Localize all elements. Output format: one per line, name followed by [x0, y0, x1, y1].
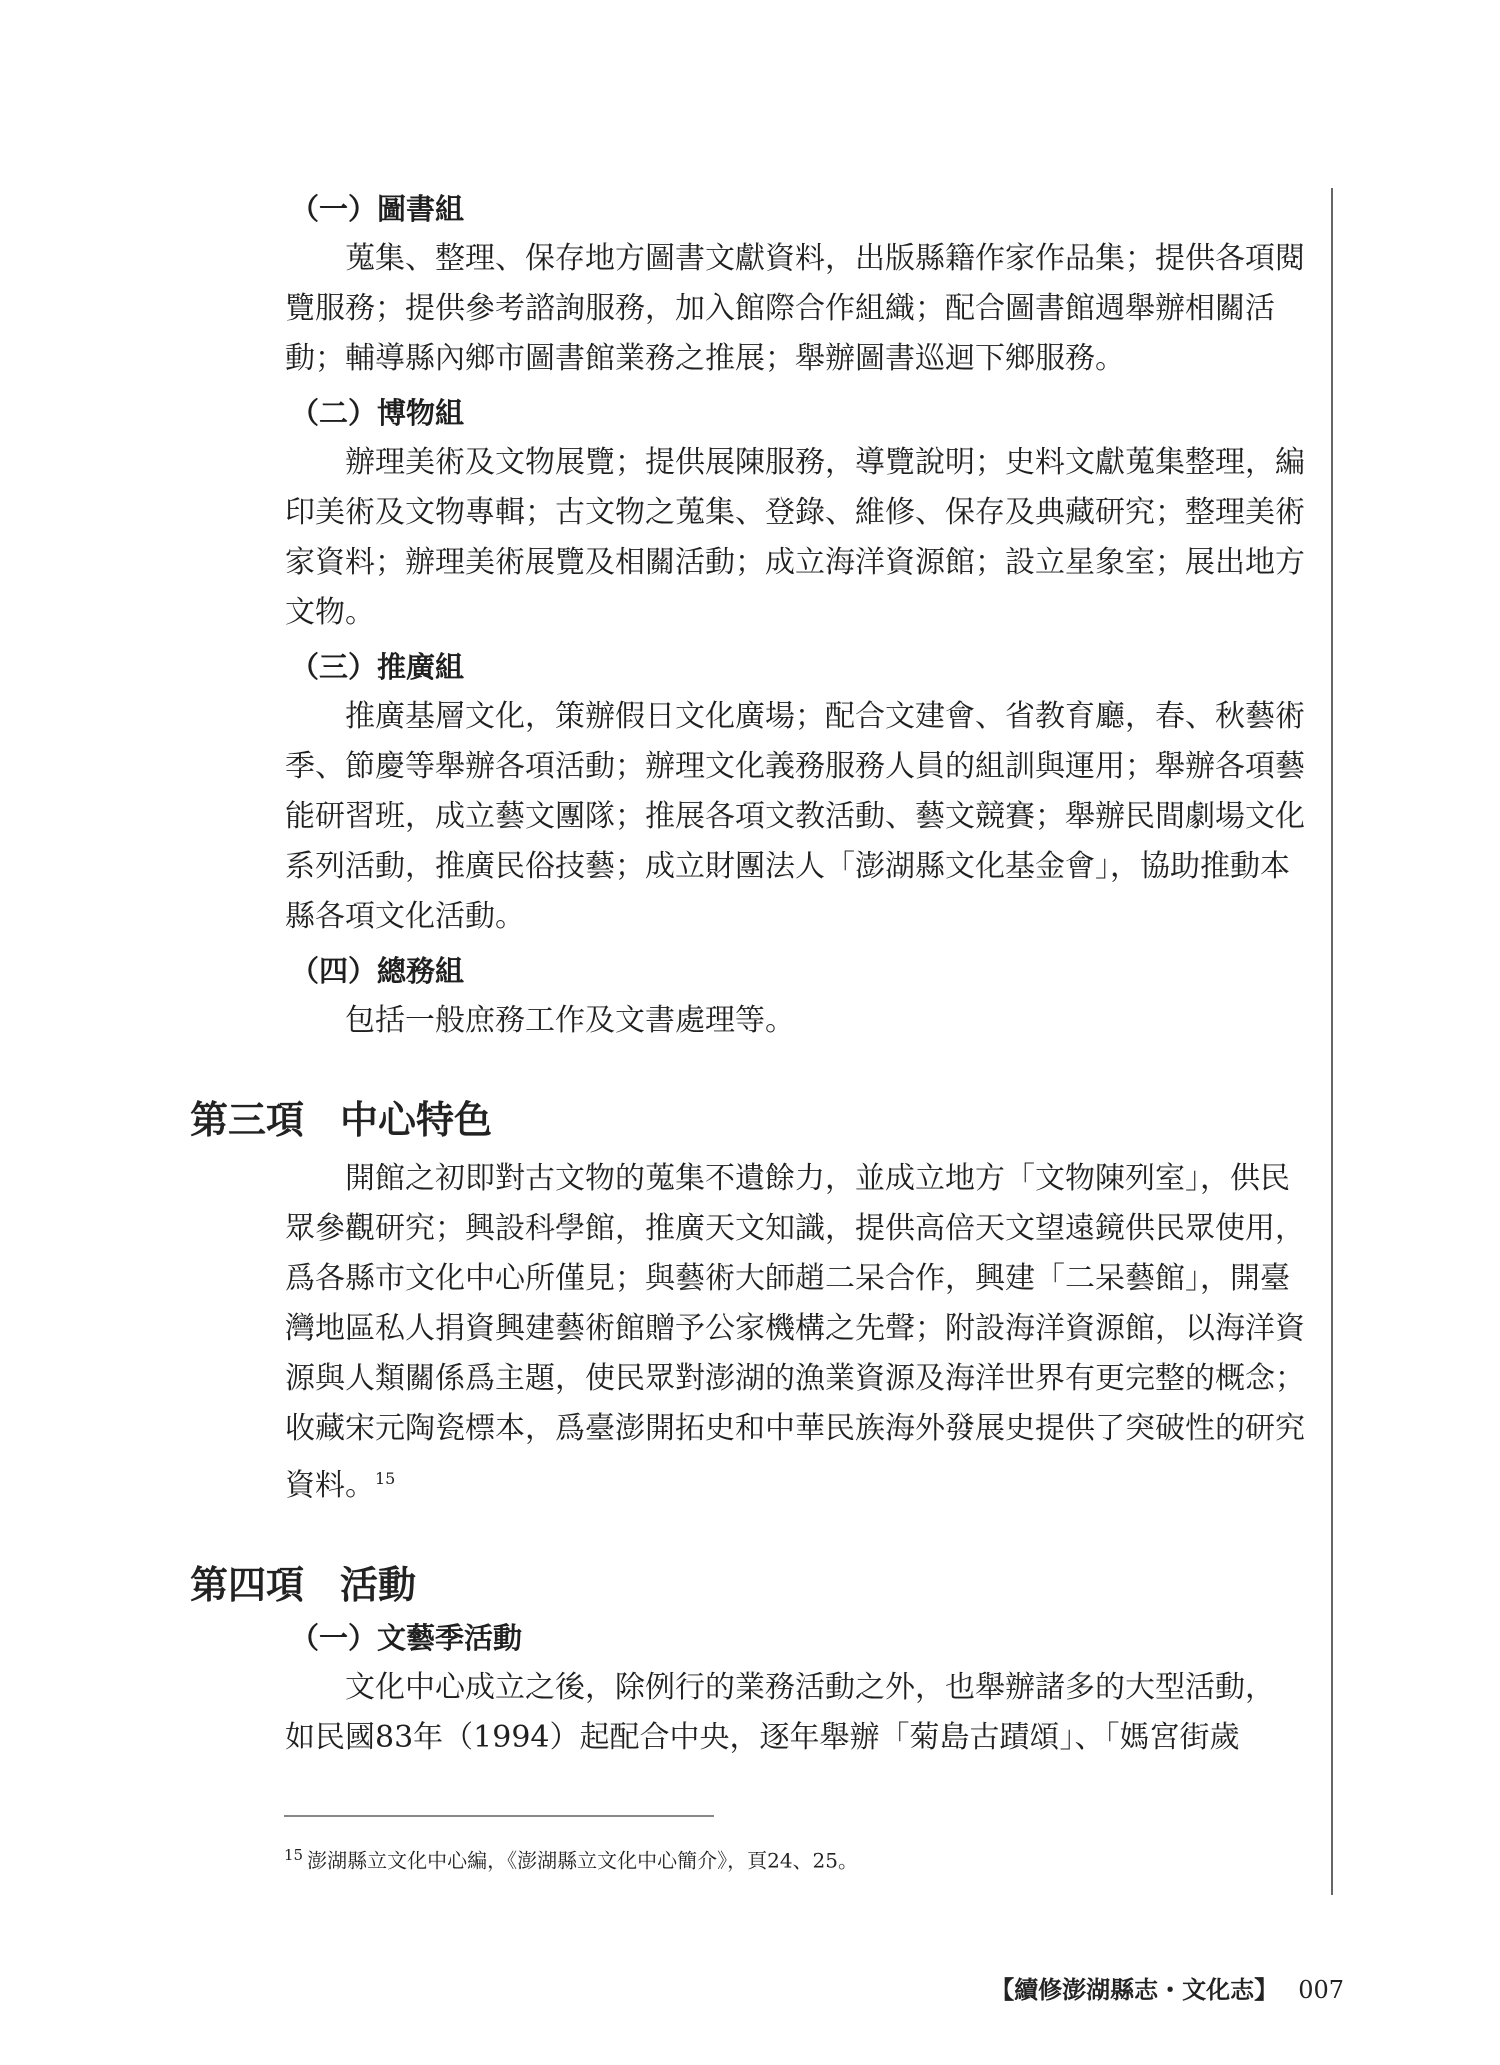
paragraph-line: 爲各縣市文化中心所僅見；與藝術大師趙二呆合作，興建「二呆藝館」，開臺: [285, 1261, 1290, 1296]
item-title: [190, 1090, 1320, 1150]
paragraph-line: 推廣基層文化，策辦假日文化廣場；配合文建會、省教育廳，春、秋藝術: [345, 699, 1305, 734]
paragraph-line: 縣各項文化活動。: [285, 899, 525, 934]
paragraph-line: 如民國83年（1994）起配合中央，逐年舉辦「菊島古蹟頌」、「媽宮街歲: [285, 1720, 1240, 1755]
paragraph-line: 動；輔導縣內鄉市圖書館業務之推展；舉辦圖書巡迴下鄉服務。: [285, 341, 1125, 376]
book-title: 【續修澎湖縣志・文化志】: [990, 1975, 1279, 2004]
paragraph-line: 蒐集、整理、保存地方圖書文獻資料，出版縣籍作家作品集；提供各項閱: [345, 241, 1305, 276]
paragraph-line: 系列活動，推廣民俗技藝；成立財團法人「澎湖縣文化基金會」，協助推動本: [285, 849, 1290, 884]
section-library: [190, 192, 1320, 384]
footnote-reference[interactable]: 15: [375, 1469, 396, 1488]
paragraph-line: 季、節慶等舉辦各項活動；辦理文化義務服務人員的組訓與運用；舉辦各項藝: [285, 749, 1305, 784]
section-body: [190, 996, 1320, 1046]
paragraph-line: 印美術及文物專輯；古文物之蒐集、登錄、維修、保存及典藏研究；整理美術: [285, 495, 1305, 530]
item-title: [190, 1555, 1320, 1615]
item-body: [190, 1663, 1320, 1763]
section-heading: （四）總務組: [290, 954, 465, 988]
item-label: 第四項: [190, 1563, 305, 1607]
paragraph-text: 資料。: [285, 1468, 375, 1503]
section-body: [190, 234, 1320, 384]
margin-rule: [1331, 188, 1333, 1895]
paragraph-line: [190, 1454, 1320, 1511]
footnote: [284, 1840, 858, 1876]
main-content: [190, 192, 1320, 1763]
item-heading: 中心特色: [340, 1098, 493, 1142]
running-footer: [990, 1970, 1344, 2005]
item-sub-section: [190, 1621, 1320, 1655]
paragraph-line: 包括一般庶務工作及文書處理等。: [345, 1003, 795, 1038]
paragraph-line: 家資料；辦理美術展覽及相關活動；成立海洋資源館；設立星象室；展出地方: [285, 545, 1305, 580]
paragraph-line: 收藏宋元陶瓷標本，爲臺澎開拓史和中華民族海外發展史提供了突破性的研究: [285, 1411, 1305, 1446]
section-body: [190, 692, 1320, 942]
paragraph-line: 覽服務；提供參考諮詢服務，加入館際合作組織；配合圖書館週舉辦相關活: [285, 291, 1275, 326]
item-body: [190, 1154, 1320, 1511]
section-outreach: [190, 650, 1320, 942]
section-heading: （三）推廣組: [290, 650, 465, 684]
footnote-text: 澎湖縣立文化中心編，《澎湖縣立文化中心簡介》，頁24、25。: [307, 1848, 858, 1873]
item-activities: [190, 1555, 1320, 1763]
section-heading: （一）圖書組: [290, 192, 465, 226]
paragraph-line: 眾參觀研究；興設科學館，推廣天文知識，提供高倍天文望遠鏡供民眾使用，: [285, 1211, 1305, 1246]
item-center-features: [190, 1090, 1320, 1511]
paragraph-line: 灣地區私人捐資興建藝術館贈予公家機構之先聲；附設海洋資源館，以海洋資: [285, 1311, 1305, 1346]
paragraph-line: 文化中心成立之後，除例行的業務活動之外，也舉辦諸多的大型活動，: [345, 1670, 1275, 1705]
section-heading: （二）博物組: [290, 396, 465, 430]
footnote-number: 15: [284, 1846, 304, 1864]
section-museum: [190, 396, 1320, 638]
section-heading: （一）文藝季活動: [290, 1621, 523, 1655]
item-heading: 活動: [340, 1563, 417, 1607]
paragraph-line: 開館之初即對古文物的蒐集不遺餘力，並成立地方「文物陳列室」，供民: [345, 1161, 1290, 1196]
page-number: 007: [1298, 1976, 1344, 2004]
paragraph-line: 能研習班，成立藝文團隊；推展各項文教活動、藝文競賽；舉辦民間劇場文化: [285, 799, 1305, 834]
footnote-separator: [284, 1815, 714, 1817]
section-general-affairs: [190, 954, 1320, 1046]
paragraph-line: 源與人類關係爲主題，使民眾對澎湖的漁業資源及海洋世界有更完整的概念；: [285, 1361, 1305, 1396]
section-body: [190, 438, 1320, 638]
item-label: 第三項: [190, 1098, 305, 1142]
paragraph-line: 辦理美術及文物展覽；提供展陳服務，導覽說明；史料文獻蒐集整理，編: [345, 445, 1305, 480]
paragraph-line: 文物。: [285, 595, 375, 630]
